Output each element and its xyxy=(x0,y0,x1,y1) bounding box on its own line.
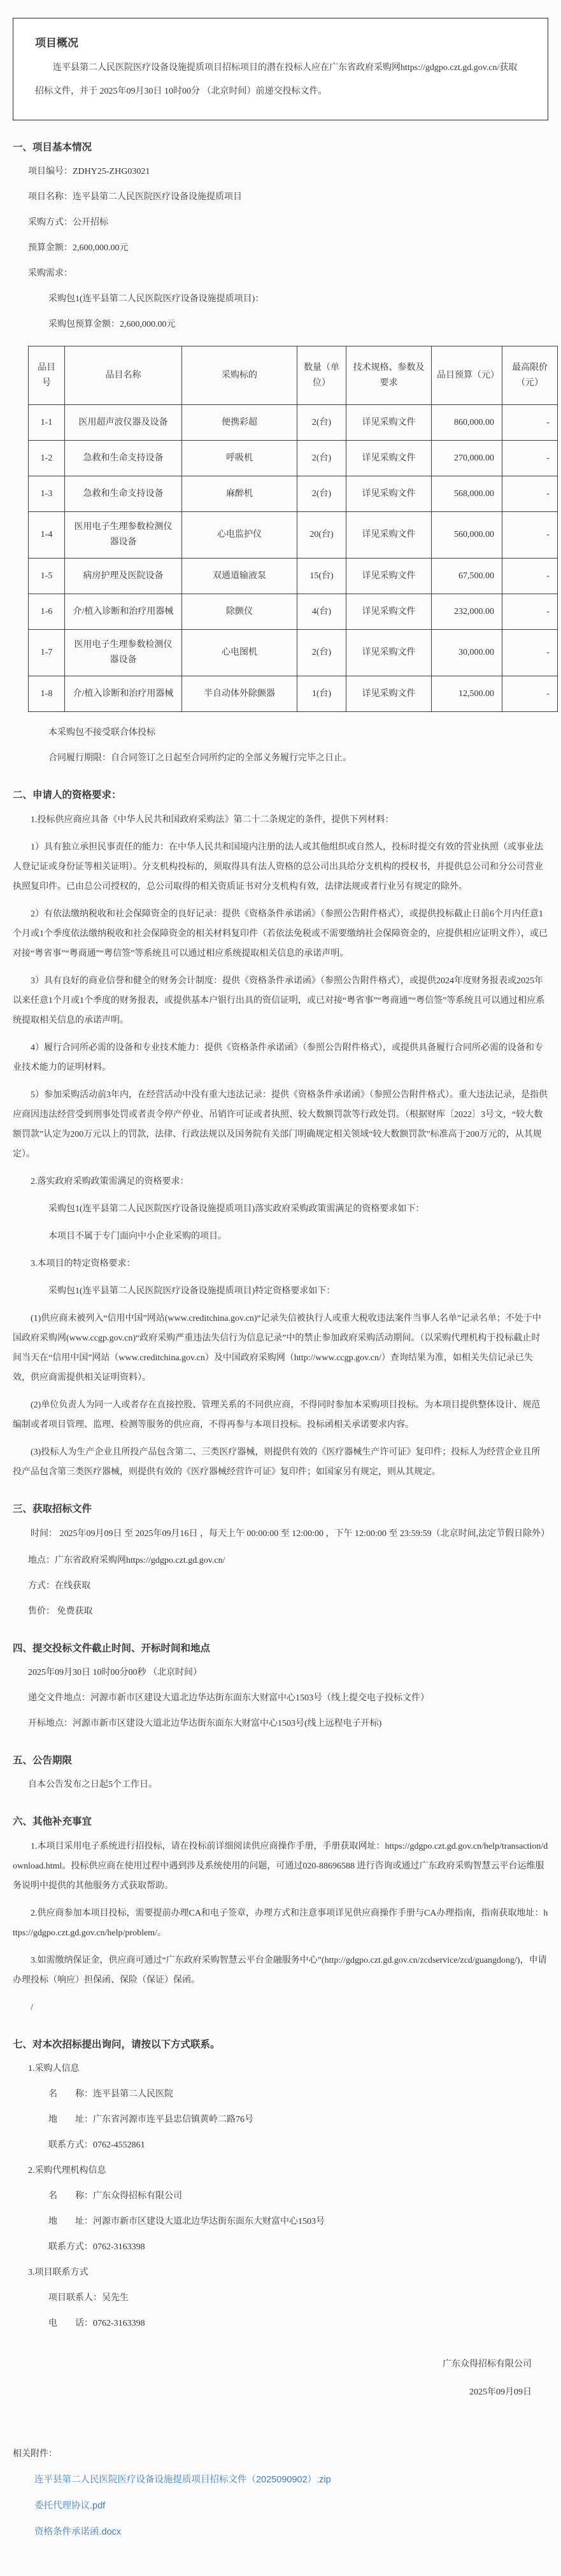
cell-budget: 270,000.00 xyxy=(432,441,502,476)
cell-spec: 详见采购文件 xyxy=(346,630,432,676)
agent-info-title: 2.采购代理机构信息 xyxy=(28,2166,106,2175)
bid-deadline: 2025年09月30日 10时00分00秒 （北京时间） xyxy=(28,1668,202,1677)
cell-item-no: 1-8 xyxy=(29,676,65,712)
cell-subject: 心电图机 xyxy=(182,630,297,676)
project-name: 项目名称：连平县第二人民医院医疗设备设施提质项目 xyxy=(28,192,242,202)
qualification-para: 1.投标供应商应具备《中华人民共和国政府采购法》第二十二条规定的条件，提供下列材料： xyxy=(31,815,394,825)
procurement-method: 采购方式：公开招标 xyxy=(28,218,108,227)
signature-company: 广东众得招标有限公司 xyxy=(443,2359,532,2369)
cell-max-price: - xyxy=(502,512,558,559)
qualification-para: 3）具有良好的商业信誉和健全的财务会计制度：提供《资格条件承诺函》（参照公告附件格式），或提供2024年度财务报表或2025年以来任意1个月或1个季度的财务报表，或提供基本户银行出具的资信证明，或已对接“粤省事”“粤商通”“粤信签”等系统且可以通过相应系统提取相关信息的承诺声明。 xyxy=(13,976,545,1025)
table-row xyxy=(29,512,558,559)
section-2-heading: 二、申请人的资格要求： xyxy=(13,790,122,801)
cell-spec: 详见采购文件 xyxy=(346,405,432,441)
open-place: 开标地点：河源市新市区建设大道北边华达街东面东大财富中心1503号(线上远程电子开标) xyxy=(28,1719,382,1728)
qualification-para: (3)投标人为生产企业且所投产品包含第二、三类医疗器械，则提供有效的《医疗器械生产许可证》复印件；投标人为经营企业且所投产品包含第三类医疗器械，则提供有效的《医疗器械经营许可证》复印件；如国家另有规定，则从其规定。 xyxy=(13,1448,541,1477)
buyer-address: 地 址：广东省河源市连平县忠信镇黄岭二路76号 xyxy=(48,2115,253,2124)
cell-quantity: 4(台) xyxy=(297,594,346,630)
doc-obtain-time: 时间： 2025年09月09日 至 2025年09月16日 ，每天上午 00:00:00 至 12:00:00 ，下午 12:00:00 至 23:59:59（北京时间,法定节假日除外） xyxy=(31,1529,550,1539)
procurement-demand-label: 采购需求： xyxy=(28,269,73,278)
cell-subject: 心电监护仪 xyxy=(182,512,297,559)
cell-item-name: 医用电子生理参数检测仪器设备 xyxy=(65,630,182,676)
cell-quantity: 2(台) xyxy=(297,405,346,441)
qualification-para: 2）有依法缴纳税收和社会保障资金的良好记录：提供《资格条件承诺函》（参照公告附件格式），或提供投标截止日前6个月内任意1个月或1个季度依法缴纳税收和社会保障资金的相关材料复印件（若依法免税或不需要缴纳社会保障资金的，应提供相应证明文件），或已对接“粤省事”“粤商通”“粤信签”等系统且可以通过相应系统提取相关信息的承诺声明。 xyxy=(13,909,548,958)
col-header-spec: 技术规格、参数及要求 xyxy=(346,346,432,405)
agent-name: 名 称：广东众得招标有限公司 xyxy=(48,2191,182,2201)
col-header-item-no: 品目号 xyxy=(29,346,65,405)
overview-body: 连平县第二人民医院医疗设备设施提质项目招标项目的潜在投标人应在广东省政府采购网https://gdgpo.czt.gd.gov.cn/获取招标文件，并于 2025年09月30日 10时00分 （北京时间）前递交投标文件。 xyxy=(35,63,518,96)
buyer-phone: 联系方式：0762-4552861 xyxy=(48,2140,145,2150)
cell-budget: 30,000.00 xyxy=(432,630,502,676)
cell-max-price: - xyxy=(502,476,558,512)
cell-spec: 详见采购文件 xyxy=(346,676,432,712)
qualification-para: 3.本项目的特定资格要求： xyxy=(31,1259,136,1269)
table-row xyxy=(29,476,558,512)
col-header-budget: 品目预算（元） xyxy=(432,346,502,405)
cell-budget: 568,000.00 xyxy=(432,476,502,512)
supplement-para: 3.如需缴纳保证金，供应商可通过“广东政府采购智慧云平台金融服务中心”(http://gdgpo.czt.gd.gov.cn/zcdservice/zcd/guangdong/)，申请办理投标（响应）担保函、保险（保证）保函。 xyxy=(13,1956,547,1985)
cell-item-name: 医用电子生理参数检测仪器设备 xyxy=(65,512,182,559)
cell-item-no: 1-2 xyxy=(29,441,65,476)
section-1-heading: 一、项目基本情况 xyxy=(13,142,92,153)
section-6-heading: 六、其他补充事宜 xyxy=(13,1816,92,1827)
cell-budget: 232,000.00 xyxy=(432,594,502,630)
doc-obtain-price: 售价： 免费获取 xyxy=(28,1607,93,1616)
cell-quantity: 20(台) xyxy=(297,512,346,559)
project-contact-person: 项目联系人：吴先生 xyxy=(48,2293,129,2303)
cell-item-name: 急救和生命支持设备 xyxy=(65,441,182,476)
buyer-info-title: 1.采购人信息 xyxy=(28,2064,80,2074)
attachments-section xyxy=(13,2447,548,2538)
project-number: 项目编号：ZDHY25-ZHG03021 xyxy=(28,167,150,176)
buyer-name: 名 称：连平县第二人民医院 xyxy=(48,2089,173,2099)
cell-budget: 67,500.00 xyxy=(432,559,502,594)
qualification-para: (2)单位负责人为同一人或者存在直接控股、管理关系的不同供应商，不得同时参加本采购项目投标。为本项目提供整体设计、规范编制或者项目管理、监理、检测等服务的供应商，不得再参与本项目投标。投标函相关承诺要求内容。 xyxy=(13,1400,541,1430)
col-header-quantity: 数量（单位） xyxy=(297,346,346,405)
table-header-row xyxy=(29,346,558,405)
budget-amount: 预算金额：2,600,000.00元 xyxy=(28,243,129,253)
cell-spec: 详见采购文件 xyxy=(346,441,432,476)
cell-item-name: 病房护理及医院设备 xyxy=(65,559,182,594)
supplement-para: 2.供应商参加本项目投标，需要提前办理CA和电子签章，办理方式和注意事项详见供应商操作手册与CA办理指南，指南获取地址：https://gdgpo.czt.gd.gov.cn/help/problem/。 xyxy=(13,1909,548,1938)
cell-spec: 详见采购文件 xyxy=(346,594,432,630)
table-row xyxy=(29,594,558,630)
signature-block xyxy=(13,2355,548,2402)
table-row xyxy=(29,676,558,712)
qualification-para: 本项目不属于专门面向中小企业采购的项目。 xyxy=(48,1232,227,1241)
cell-quantity: 1(台) xyxy=(297,676,346,712)
items-table xyxy=(28,346,558,712)
table-row xyxy=(29,441,558,476)
cell-max-price: - xyxy=(502,630,558,676)
table-row xyxy=(29,559,558,594)
announcement-period: 自本公告发布之日起5个工作日。 xyxy=(28,1780,157,1790)
cell-spec: 详见采购文件 xyxy=(346,559,432,594)
cell-max-price: - xyxy=(502,594,558,630)
contract-term: 合同履行期限：自合同签订之日起至合同所约定的全部义务履行完毕之日止。 xyxy=(48,753,352,763)
package-title: 采购包1(连平县第二人民医院医疗设备设施提质项目)： xyxy=(48,294,264,304)
cell-quantity: 2(台) xyxy=(297,476,346,512)
cell-subject: 麻醉机 xyxy=(182,476,297,512)
cell-item-name: 介/植入诊断和治疗用器械 xyxy=(65,594,182,630)
cell-item-no: 1-1 xyxy=(29,405,65,441)
attachment-link-agency-agreement-pdf[interactable]: 委托代理协议.pdf xyxy=(34,2501,106,2511)
cell-subject: 便携彩超 xyxy=(182,405,297,441)
table-row xyxy=(29,405,558,441)
col-header-item-name: 品目名称 xyxy=(65,346,182,405)
cell-item-no: 1-5 xyxy=(29,559,65,594)
attachment-link-bid-file-zip[interactable]: 连平县第二人民医院医疗设备设施提质项目招标文件（2025090902）.zip xyxy=(34,2475,331,2485)
project-contact-title: 3.项目联系方式 xyxy=(28,2268,89,2277)
cell-item-no: 1-4 xyxy=(29,512,65,559)
project-contact-phone: 电 话：0762-3163398 xyxy=(48,2319,145,2328)
doc-obtain-place: 地点：广东省政府采购网https://gdgpo.czt.gd.gov.cn/ xyxy=(28,1556,225,1565)
submit-place: 递交文件地点：河源市新市区建设大道北边华达街东面东大财富中心1503号（线上提交电子投标文件） xyxy=(28,1693,429,1703)
qualification-para: 采购包1(连平县第二人民医院医疗设备设施提质项目)落实政府采购政策需满足的资格要求如下： xyxy=(48,1204,425,1214)
col-header-subject: 采购标的 xyxy=(182,346,297,405)
section-3-heading: 三、获取招标文件 xyxy=(13,1504,92,1514)
cell-budget: 12,500.00 xyxy=(432,676,502,712)
doc-obtain-way: 方式：在线获取 xyxy=(28,1581,90,1591)
supplement-para: 1.本项目采用电子系统进行招投标，请在投标前详细阅读供应商操作手册，手册获取网址：https://gdgpo.czt.gd.gov.cn/help/transaction/download.html。投标供应商在使用过程中遇到涉及系统使用的问题，可通过020-88696588 进行咨询或通过广东政府采购智慧云平台运维服务说明中提供的其他服务方式获取帮助。 xyxy=(13,1842,548,1891)
cell-max-price: - xyxy=(502,676,558,712)
cell-budget: 560,000.00 xyxy=(432,512,502,559)
cell-budget: 860,000.00 xyxy=(432,405,502,441)
attachment-link-qualification-letter-docx[interactable]: 资格条件承诺函.docx xyxy=(34,2527,122,2537)
col-header-max-price: 最高限价（元） xyxy=(502,346,558,405)
cell-max-price: - xyxy=(502,559,558,594)
section-4-heading: 四、提交投标文件截止时间、开标时间和地点 xyxy=(13,1643,211,1654)
section-5-heading: 五、公告期限 xyxy=(13,1755,73,1766)
section-7-heading: 七、对本次招标提出询问，请按以下方式联系。 xyxy=(13,2039,220,2050)
cell-item-no: 1-6 xyxy=(29,594,65,630)
qualification-para: 4）履行合同所必需的设备和专业技术能力：提供《资格条件承诺函》（参照公告附件格式），或提供具备履行合同所必需的设备和专业技术能力的证明材料。 xyxy=(13,1043,543,1072)
cell-max-price: - xyxy=(502,441,558,476)
supplement-para: / xyxy=(31,2003,33,2012)
project-overview-box xyxy=(13,18,548,120)
cell-item-name: 医用超声波仪器及设备 xyxy=(65,405,182,441)
cell-subject: 除颤仪 xyxy=(182,594,297,630)
agent-address: 地 址：河源市新市区建设大道北边华达街东面东大财富中心1503号 xyxy=(48,2217,325,2226)
cell-spec: 详见采购文件 xyxy=(346,512,432,559)
cell-subject: 半自动体外除颤器 xyxy=(182,676,297,712)
qualification-para: 1）具有独立承担民事责任的能力：在中华人民共和国境内注册的法人或其他组织或自然人，投标时提交有效的营业执照（或事业法人登记证或身份证等相关证明）。分支机构投标的，须取得具有法人资格的总公司出具给分支机构的授权书，并提供总公司和分公司营业执照复印件。已由总公司授权的，总公司取得的相关资质证书对分支机构有效，法律法规或者行业另有规定的除外。 xyxy=(13,843,543,892)
cell-max-price: - xyxy=(502,405,558,441)
cell-subject: 双通道输液泵 xyxy=(182,559,297,594)
package-budget: 采购包预算金额：2,600,000.00元 xyxy=(48,320,176,329)
signature-date: 2025年09月09日 xyxy=(469,2387,532,2397)
cell-item-name: 介/植入诊断和治疗用器械 xyxy=(65,676,182,712)
cell-quantity: 2(台) xyxy=(297,441,346,476)
cell-quantity: 15(台) xyxy=(297,559,346,594)
qualification-para: 采购包1(连平县第二人民医院医疗设备设施提质项目)特定资格要求如下： xyxy=(48,1286,336,1296)
table-row xyxy=(29,630,558,676)
cell-spec: 详见采购文件 xyxy=(346,476,432,512)
no-consortium-note: 本采购包不接受联合体投标 xyxy=(48,728,155,737)
qualification-para: 5）参加采购活动前3年内，在经营活动中没有重大违法记录：提供《资格条件承诺函》（参照公告附件格式）。重大违法记录，是指供应商因违法经营受到刑事处罚或者责令停产停业、吊销许可证或者执照、较大数额罚款等行政处罚。（根据财库〔2022〕3号文，“较大数额罚款”认定为200万元以上的罚款，法律、行政法规以及国务院有关部门明确规定相关领域“较大数额罚款”标准高于200万元的，从其规定）。 xyxy=(13,1090,548,1159)
qualification-para: (1)供应商未被列入“信用中国”网站(www.creditchina.gov.cn)“记录失信被执行人或重大税收违法案件当事人名单”记录名单；不处于中国政府采购网(www.ccgp.gov.cn)“政府采购严重违法失信行为信息记录”中的禁止参加政府采购活动期间。（以采购代理机构于投标截止时间当天在“信用中国”网站（www.creditchina.gov.cn）及中国政府采购网（http://www.ccgp.gov.cn/）查询结果为准，如相关失信记录已失效，供应商需提供相关证明资料）。 xyxy=(13,1314,541,1383)
overview-title: 项目概况 xyxy=(35,37,78,49)
qualification-para: 2.落实政府采购政策需满足的资格要求： xyxy=(31,1177,189,1186)
cell-item-no: 1-3 xyxy=(29,476,65,512)
cell-item-no: 1-7 xyxy=(29,630,65,676)
agent-phone: 联系方式：0762-3163398 xyxy=(48,2242,145,2252)
cell-subject: 呼吸机 xyxy=(182,441,297,476)
cell-quantity: 2(台) xyxy=(297,630,346,676)
attachments-label: 相关附件： xyxy=(13,2448,57,2458)
cell-item-name: 急救和生命支持设备 xyxy=(65,476,182,512)
